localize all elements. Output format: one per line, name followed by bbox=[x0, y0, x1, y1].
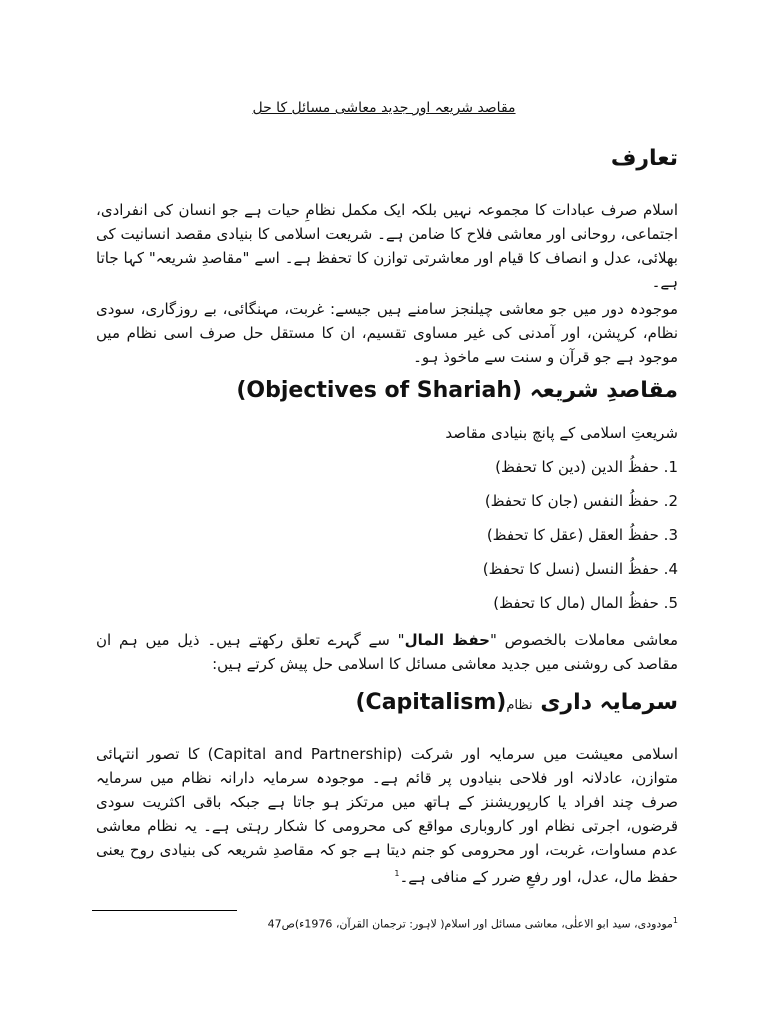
maal-text-post: " سے گہرے تعلق رکھتے ہیں۔ ذیل میں ہم ان مقاصد کی روشنی میں جدید معاشی مسائل کا اسلامی حل پیش کرتے ہیں: bbox=[96, 631, 678, 673]
objective-item: 3. حفظُ العقل (عقل کا تحفظ) bbox=[486, 526, 678, 544]
footnote-text: مودودی، سید ابو الاعلٰی، معاشی مسائل اور اسلام( لاہور: ترجمان القرآن، 1976ء)ص47 bbox=[267, 917, 673, 931]
intro-paragraph-1: اسلام صرف عبادات کا مجموعہ نہیں بلکہ ایک مکمل نظامِ حیات ہے جو انسان کی انفرادی، اجتماعی، روحانی اور معاشی فلاح کا ضامن ہے۔ شریعت اسلامی کا بنیادی مقصد انسانیت کی بھلائی، عدل و انصاف کا قیام اور معاشرتی توازن کا تحفظ ہے۔ اسے "مقاصدِ شریعہ" کہا جاتا ہے۔ bbox=[96, 201, 678, 291]
objective-item: 5. حفظُ المال (مال کا تحفظ) bbox=[493, 594, 678, 612]
objectives-intro: شریعتِ اسلامی کے پانچ بنیادی مقاصد bbox=[445, 424, 678, 442]
objective-item: 4. حفظُ النسل (نسل کا تحفظ) bbox=[482, 560, 678, 578]
intro-paragraph-2: موجودہ دور میں جو معاشی چیلنجز سامنے ہیں جیسے: غربت، مہنگائی، بے روزگاری، سودی نظام، کرپشن، اور آمدنی کی غیر مساوی تقسیم، ان کا مستقل حل صرف اسی نظام میں موجود ہے جو قرآن و سنت سے ماخوذ ہو۔ bbox=[96, 300, 678, 366]
intro-heading: تعارف bbox=[610, 146, 678, 171]
capitalism-text: اسلامی معیشت میں سرمایہ اور شرکت (Capital and Partnership) کا تصور انتہائی متوازن، عادلانہ اور فلاحی بنیادوں پر قائم ہے۔ موجودہ سرمایہ دارانہ نظام میں سرمایہ صرف چند افراد یا کارپوریشنز کے ہاتھ میں مرتکز ہو جاتا ہے جبکہ باقی اکثریت سودی قرضوں، اجرتی نظام اور کاروباری مواقع کی محرومی کا شکار رہتی ہے۔ یہ نظام معاشی عدم مساوات، غربت، اور محرومی کو جنم دیتا ہے جو کہ مقاصدِ شریعہ کی بنیادی روح یعنی حفظ مال، عدل، اور رفعِ ضرر کے منافی ہے۔ bbox=[96, 745, 678, 886]
footnote-number: 1 bbox=[672, 916, 678, 925]
maal-paragraph bbox=[96, 628, 678, 676]
objectives-heading: مقاصدِ شریعہ (Objectives of Shariah) bbox=[236, 378, 678, 403]
footnote bbox=[268, 916, 678, 931]
document-title: مقاصد شریعہ اور جدید معاشی مسائل کا حل bbox=[252, 100, 516, 116]
maal-bold-term: حفظ المال bbox=[404, 631, 490, 649]
capitalism-heading-small: نظام bbox=[506, 698, 533, 713]
capitalism-heading-en: (Capitalism) bbox=[355, 690, 507, 715]
capitalism-paragraph bbox=[96, 742, 678, 889]
objective-item: 1. حفظُ الدین (دین کا تحفظ) bbox=[495, 458, 678, 476]
capitalism-heading bbox=[355, 690, 678, 715]
objective-item: 2. حفظُ النفس (جان کا تحفظ) bbox=[484, 492, 678, 510]
footnote-separator bbox=[92, 910, 237, 911]
footnote-reference[interactable]: 1 bbox=[394, 869, 400, 878]
capitalism-heading-main: سرمایہ داری bbox=[540, 690, 678, 715]
maal-text-pre: معاشی معاملات بالخصوص " bbox=[489, 631, 679, 649]
